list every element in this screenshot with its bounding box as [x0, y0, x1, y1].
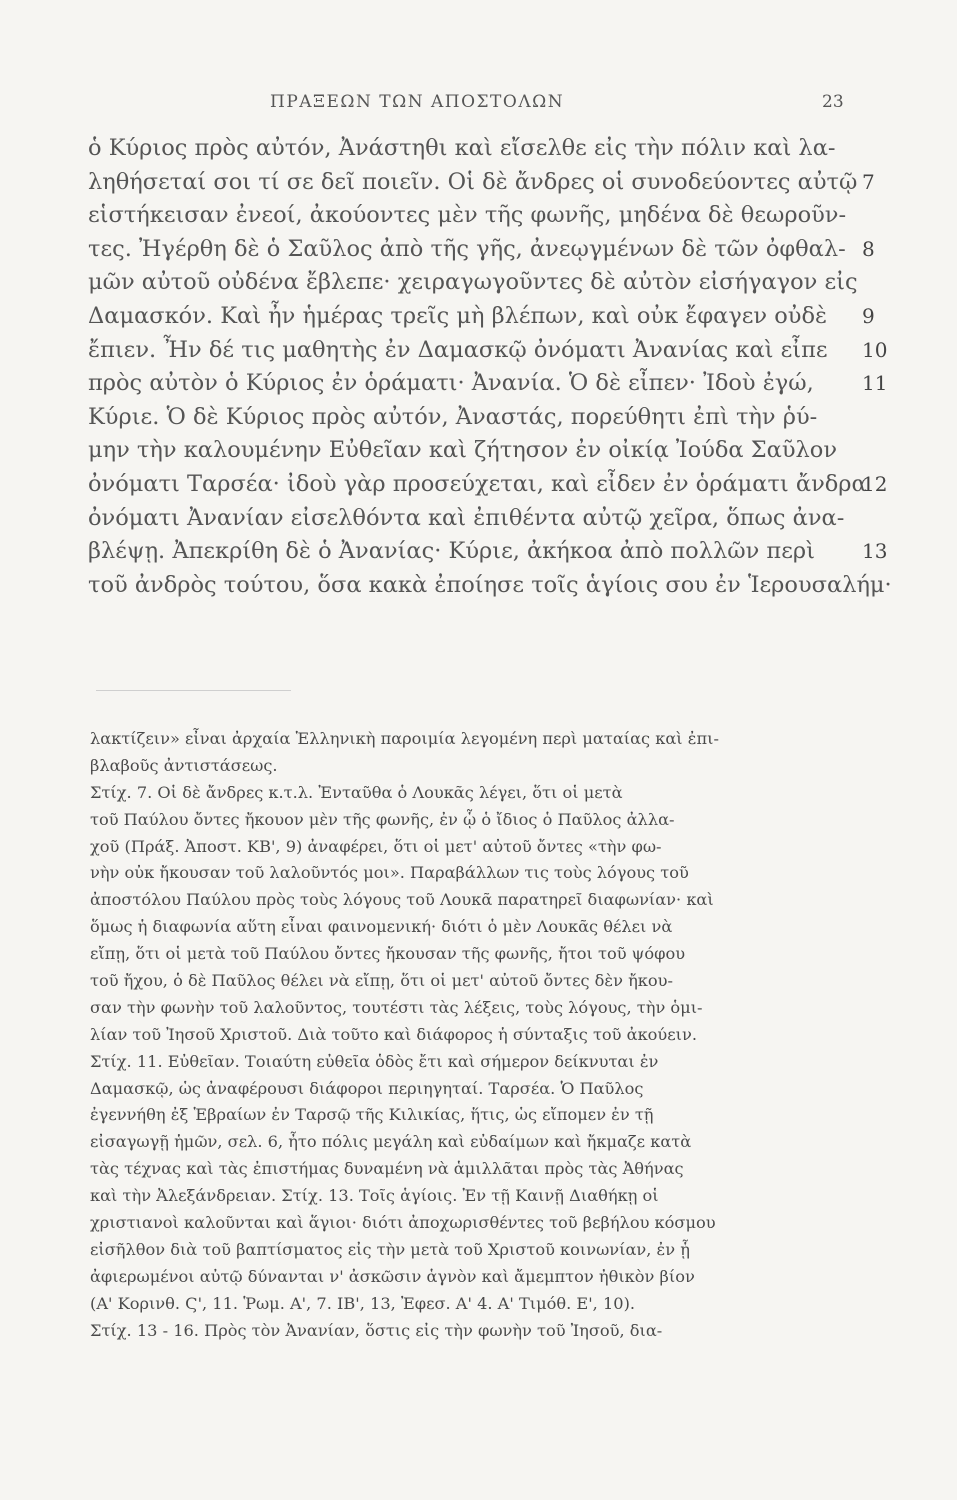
verse-number: 8: [862, 236, 875, 261]
text-line: τοῦ ἀνδρὸς τούτου, ὅσα κακὰ ἐποίησε τοῖς ἁγίοις σου ἐν Ἱερουσαλήμ·: [88, 571, 892, 598]
verse-number: 10: [862, 337, 888, 362]
commentary-line: τοῦ Παύλου ὄντες ἤκουον μὲν τῆς φωνῆς, ἐν ᾧ ὁ ἴδιος ὁ Παῦλος ἀλλα-: [90, 809, 675, 829]
text-line: ὀνόματι Ἀνανίαν εἰσελθόντα καὶ ἐπιθέντα αὐτῷ χεῖρα, ὅπως ἀνα-: [88, 504, 845, 531]
running-head-title: ΠΡΑΞΕΩΝ ΤΩΝ ΑΠΟΣΤΟΛΩΝ: [270, 92, 565, 112]
text-line: ὁ Κύριος πρὸς αὐτόν, Ἀνάστηθι καὶ εἴσελθε εἰς τὴν πόλιν καὶ λα-: [88, 135, 836, 161]
commentary-line: βλαβοῦς ἀντιστάσεως.: [90, 755, 278, 775]
verse-number: 7: [862, 169, 875, 194]
commentary-line: εἰσαγωγῇ ἡμῶν, σελ. 6, ἦτο πόλις μεγάλη καὶ εὐδαίμων καὶ ἤκμαζε κατὰ: [90, 1132, 692, 1152]
verse-number: 12: [862, 472, 888, 496]
verse-number: 13: [862, 539, 888, 564]
commentary-line: Στίχ. 13 - 16. Πρὸς τὸν Ἀνανίαν, ὅστις εἰς τὴν φωνὴν τοῦ Ἰησοῦ, δια-: [90, 1320, 663, 1340]
commentary-line: καὶ τὴν Ἀλεξάνδρειαν. Στίχ. 13. Τοῖς ἁγίοις. Ἐν τῇ Καινῇ Διαθήκῃ οἱ: [90, 1186, 659, 1206]
commentary-line: ἀφιερωμένοι αὐτῷ δύνανται ν' ἀσκῶσιν ἁγνὸν καὶ ἄμεμπτον ἠθικὸν βίον: [90, 1266, 695, 1286]
verse-number: 9: [862, 304, 875, 328]
commentary-line: τοῦ ἤχου, ὁ δὲ Παῦλος θέλει νὰ εἴπῃ, ὅτι οἱ μετ' αὐτοῦ ὄντες δὲν ἤκου-: [90, 971, 673, 991]
text-line: βλέψῃ. Ἀπεκρίθη δὲ ὁ Ἀνανίας· Κύριε, ἀκήκοα ἀπὸ πολλῶν περὶ: [88, 538, 815, 565]
text-line: ὀνόματι Ταρσέα· ἰδοὺ γὰρ προσεύχεται, καὶ εἶδεν ἐν ὁράματι ἄνδρα: [88, 470, 867, 497]
commentary-line: ἐγεννήθη ἐξ Ἑβραίων ἐν Ταρσῷ τῆς Κιλικίας, ἥτις, ὡς εἴπομεν ἐν τῇ: [90, 1105, 654, 1125]
commentary-line: χοῦ (Πράξ. Ἀποστ. ΚΒ', 9) ἀναφέρει, ὅτι οἱ μετ' αὐτοῦ ὄντες «τὴν φω-: [90, 836, 662, 856]
commentary-line: εἰσῆλθον διὰ τοῦ βαπτίσματος εἰς τὴν μετὰ τοῦ Χριστοῦ κοινωνίαν, ἐν ᾗ: [90, 1239, 690, 1259]
commentary-line: σαν τὴν φωνὴν τοῦ λαλοῦντος, τουτέστι τὰς λέξεις, τοὺς λόγους, τὴν ὁμι-: [90, 997, 703, 1017]
commentary-line: εἴπῃ, ὅτι οἱ μετὰ τοῦ Παύλου ὄντες ἤκουσαν τῆς φωνῆς, ἤτοι τοῦ ψόφου: [90, 944, 686, 964]
commentary-line: Δαμασκῷ, ὡς ἀναφέρουσι διάφοροι περιηγηταί. Ταρσέα. Ὁ Παῦλος: [90, 1078, 644, 1098]
text-line: τες. Ἠγέρθη δὲ ὁ Σαῦλος ἀπὸ τῆς γῆς, ἀνεῳγμένων δὲ τῶν ὀφθαλ-: [88, 235, 846, 262]
text-line: Κύριε. Ὁ δὲ Κύριος πρὸς αὐτόν, Ἀναστάς, πορεύθητι ἐπὶ τὴν ῥύ-: [88, 403, 818, 430]
text-line: πρὸς αὐτὸν ὁ Κύριος ἐν ὁράματι· Ἀνανία. Ὁ δὲ εἶπεν· Ἰδοὺ ἐγώ,: [88, 370, 814, 397]
commentary-line: λακτίζειν» εἶναι ἀρχαία Ἑλληνικὴ παροιμία λεγομένη περὶ ματαίας καὶ ἐπι-: [90, 729, 719, 748]
commentary-text: [90, 726, 880, 1344]
footnote-divider: [96, 690, 291, 691]
commentary-line: λίαν τοῦ Ἰησοῦ Χριστοῦ. Διὰ τοῦτο καὶ διάφορος ἡ σύνταξις τοῦ ἀκούειν.: [90, 1024, 697, 1044]
text-line: μῶν αὐτοῦ οὐδένα ἔβλεπε· χειραγωγοῦντες δὲ αὐτὸν εἰσήγαγον εἰς: [88, 269, 858, 296]
commentary-line: ὅμως ἡ διαφωνία αὕτη εἶναι φαινομενική· διότι ὁ μὲν Λουκᾶς θέλει νὰ: [90, 917, 673, 937]
commentary-line: ἀποστόλου Παύλου πρὸς τοὺς λόγους τοῦ Λουκᾶ παρατηρεῖ διαφωνίαν· καὶ: [90, 890, 714, 910]
text-line: ἔπιεν. Ἦν δέ τις μαθητὴς ἐν Δαμασκῷ ὀνόματι Ἀνανίας καὶ εἶπε: [88, 336, 828, 363]
commentary-line: Στίχ. 7. Οἱ δὲ ἄνδρες κ.τ.λ. Ἐνταῦθα ὁ Λουκᾶς λέγει, ὅτι οἱ μετὰ: [90, 782, 623, 802]
text-line: εἱστήκεισαν ἐνεοί, ἀκούοντες μὲν τῆς φωνῆς, μηδένα δὲ θεωροῦν-: [88, 202, 847, 229]
text-line: ληθήσεταί σοι τί σε δεῖ ποιεῖν. Οἱ δὲ ἄνδρες οἱ συνοδεύοντες αὐτῷ: [88, 168, 858, 195]
verse-number: 11: [862, 371, 888, 396]
commentary-line: τὰς τέχνας καὶ τὰς ἐπιστήμας δυναμένη νὰ ἁμιλλᾶται πρὸς τὰς Ἀθήνας: [90, 1159, 684, 1179]
text-line: μην τὴν καλουμένην Εὐθεῖαν καὶ ζήτησον ἐν οἰκίᾳ Ἰούδα Σαῦλον: [88, 437, 838, 464]
text-line: Δαμασκόν. Καὶ ἦν ἡμέρας τρεῖς μὴ βλέπων, καὶ οὐκ ἔφαγεν οὐδὲ: [88, 302, 828, 329]
commentary-line: Στίχ. 11. Εὐθεῖαν. Τοιαύτη εὐθεῖα ὁδὸς ἔτι καὶ σήμερον δείκνυται ἐν: [90, 1051, 659, 1071]
commentary-line: νὴν οὐκ ἤκουσαν τοῦ λαλοῦντός μοι». Παραβάλλων τις τοὺς λόγους τοῦ: [90, 863, 689, 883]
page-number: 23: [822, 92, 844, 112]
commentary-line: (Α' Κορινθ. Ϛ', 11. Ῥωμ. Α', 7. ΙΒ', 13, Ἐφεσ. Α' 4. Α' Τιμόθ. Ε', 10).: [90, 1293, 636, 1313]
commentary-line: χριστιανοὶ καλοῦνται καὶ ἅγιοι· διότι ἀποχωρισθέντες τοῦ βεβήλου κόσμου: [90, 1213, 716, 1233]
